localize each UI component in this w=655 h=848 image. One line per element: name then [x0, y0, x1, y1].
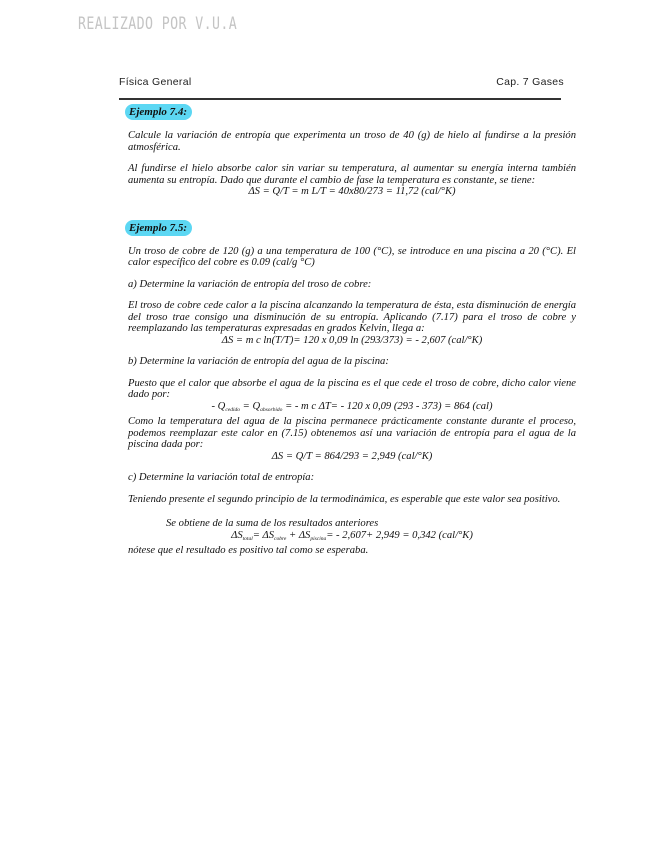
eq-sub-piscina: piscina [310, 535, 327, 542]
eq-rest: = - m c ΔT= - 120 x 0,09 (293 - 373) = 864 (cal) [282, 400, 493, 412]
eq-part-3: + ΔS [286, 529, 311, 541]
eq-sub-absorbido: absorbido [260, 406, 283, 413]
part-b-text: Puesto que el calor que absorbe el agua de la piscina es el que cede el troso de cobre, dicho calor viene dado por: [128, 377, 576, 400]
page-content [128, 104, 576, 557]
example-7-4-solution: Al fundirse el hielo absorbe calor sin variar su temperatura, al aumentar su energía interna también aumenta su entropía. Dado que durante el cambio de fase la temperatura es constante, se tiene: [128, 163, 576, 186]
example-7-4-statement: Calcule la variación de entropía que experimenta un troso de 40 (g) de hielo al fundirse a la presión atmosférica. [128, 130, 576, 153]
eq-sub-cedido: cedido [225, 406, 240, 413]
part-b-text-2: Como la temperatura del agua de la piscina permanece prácticamente constante durante el proceso, podemos reemplazar este calor en (7.15) obtenemos así una variación de entropía para el agua de la piscina dada por: [128, 416, 576, 450]
eq-sub-cobre: cobre [274, 535, 287, 542]
part-a-question: a) Determine la variación de entropía del troso de cobre: [128, 278, 372, 290]
part-c-text: Teniendo presente el segundo principio de la termodinámica, es esperable que este valor sea positivo. [128, 493, 561, 505]
header-subject: Física General [119, 76, 192, 88]
eq-part-2: = ΔS [252, 529, 275, 541]
header-chapter: Cap. 7 Gases [496, 76, 564, 88]
part-c-equation [128, 530, 576, 546]
part-c-question: c) Determine la variación total de entropía: [128, 472, 315, 483]
part-a-equation: ΔS = m c ln(T/T)= 120 x 0,09 ln (293/373) = - 2,607 (cal/°K) [221, 334, 483, 346]
watermark: REALIZADO POR V.U.A [78, 14, 238, 34]
example-7-4-label: Ejemplo 7.4: [125, 104, 192, 120]
part-c-line: Se obtiene de la suma de los resultados anteriores [166, 518, 379, 529]
example-7-4-equation: ΔS = Q/T = m L/T = 40x80/273 = 11,72 (cal/°K) [248, 186, 456, 197]
part-a-text: El troso de cobre cede calor a la piscina alcanzando la temperatura de ésta, esta disminución de energía del troso trae consigo una disminución de su entropía. Aplicando (7.17) para el troso de cobre y reemplazando las temperaturas expresadas en grados Kelvin, llega a: [128, 300, 576, 334]
example-7-5-label: Ejemplo 7.5: [125, 220, 192, 236]
eq-minus-q: - Q [211, 400, 226, 412]
eq-part-4: = - 2,607+ 2,949 = 0,342 (cal/°K) [326, 529, 473, 541]
page-header [119, 76, 564, 90]
part-b-equation-2: ΔS = Q/T = 864/293 = 2,949 (cal/°K) [271, 450, 433, 462]
header-rule [119, 98, 561, 100]
example-7-5-statement: Un troso de cobre de 120 (g) a una temperatura de 100 (°C), se introduce en una piscina a 20 (°C). El calor específico del cobre es 0.09 (cal/g °C) [128, 245, 576, 268]
eq-delta-s: ΔS [231, 529, 243, 541]
part-b-question: b) Determine la variación de entropía del agua de la piscina: [128, 356, 389, 367]
part-b-equation [128, 401, 576, 417]
eq-equals-q: = Q [240, 400, 261, 412]
eq-sub-total: total [242, 535, 253, 542]
closing-text: nótese que el resultado es positivo tal como se esperaba. [128, 545, 369, 556]
